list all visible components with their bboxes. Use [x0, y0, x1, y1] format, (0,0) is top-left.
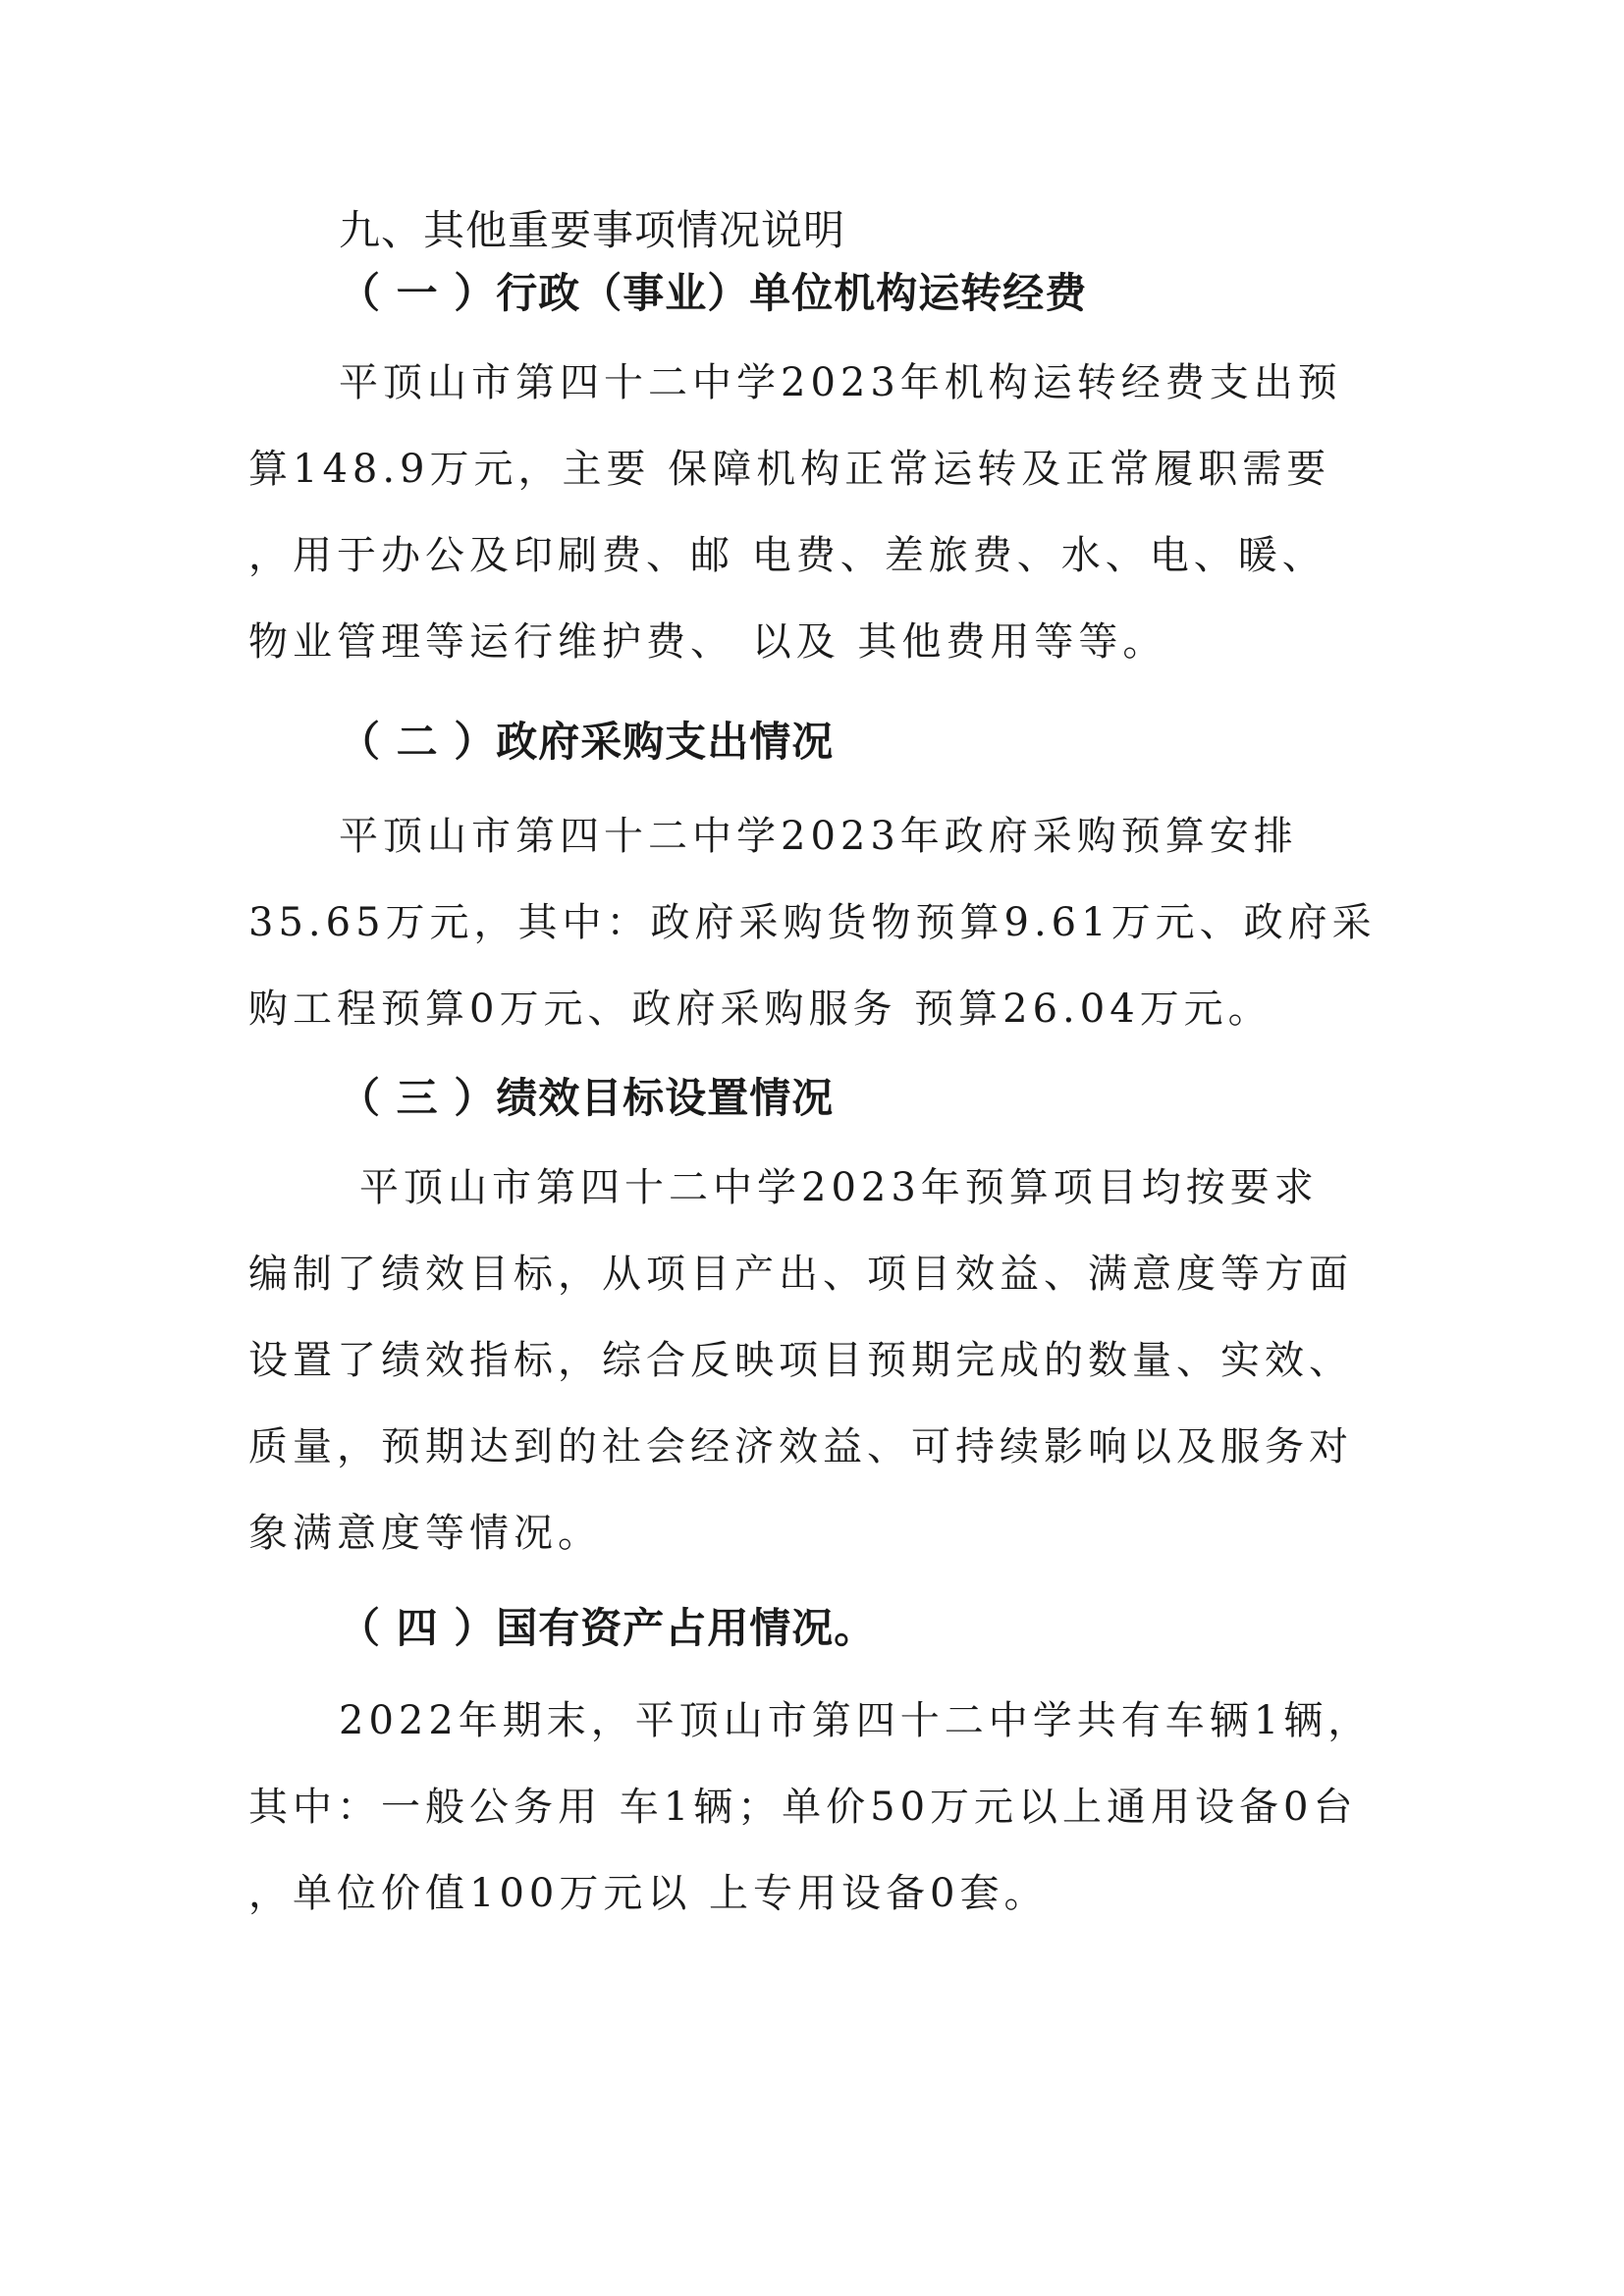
- subsection-heading-4: （ 四 ）国有资产占用情况。: [339, 1604, 877, 1652]
- paragraph-line: 算148.9万元，主要 保障机构正常运转及正常履职需要: [248, 447, 1331, 492]
- paragraph-line: ，单位价值100万元以 上专用设备0套。: [248, 1871, 1049, 1916]
- section-title: 九、其他重要事项情况说明: [339, 206, 846, 254]
- paragraph-line: 购工程预算0万元、政府采购服务 预算26.04万元。: [248, 987, 1272, 1032]
- paragraph-line: 设置了绩效指标，综合反映项目预期完成的数量、实效、: [248, 1338, 1353, 1383]
- paragraph-line: 其中：一般公务用 车1辆；单价50万元以上通用设备0台: [248, 1785, 1358, 1830]
- subsection-heading-3: （ 三 ）绩效目标设置情况: [339, 1074, 835, 1122]
- subsection-heading-2: （ 二 ）政府采购支出情况: [339, 718, 835, 766]
- subsection-heading-1: （ 一 ）行政（事业）单位机构运转经费: [339, 269, 1088, 317]
- paragraph-line: 编制了绩效目标，从项目产出、项目效益、满意度等方面: [248, 1252, 1353, 1297]
- paragraph-line: 物业管理等运行维护费、 以及 其他费用等等。: [248, 619, 1167, 665]
- paragraph-line: 象满意度等情况。: [248, 1511, 602, 1556]
- paragraph-line: 质量，预期达到的社会经济效益、可持续影响以及服务对: [248, 1424, 1353, 1469]
- paragraph-line: 2022年期末，平顶山市第四十二中学共有车辆1辆，: [339, 1698, 1373, 1743]
- paragraph-line: 平顶山市第四十二中学2023年机构运转经费支出预: [339, 360, 1342, 405]
- paragraph-line: 平顶山市第四十二中学2023年预算项目均按要求: [359, 1165, 1319, 1210]
- paragraph-line: ，用于办公及印刷费、邮 电费、差旅费、水、电、暖、: [248, 533, 1326, 578]
- paragraph-line: 35.65万元，其中：政府采购货物预算9.61万元、政府采: [248, 900, 1377, 945]
- paragraph-line: 平顶山市第四十二中学2023年政府采购预算安排: [339, 814, 1298, 859]
